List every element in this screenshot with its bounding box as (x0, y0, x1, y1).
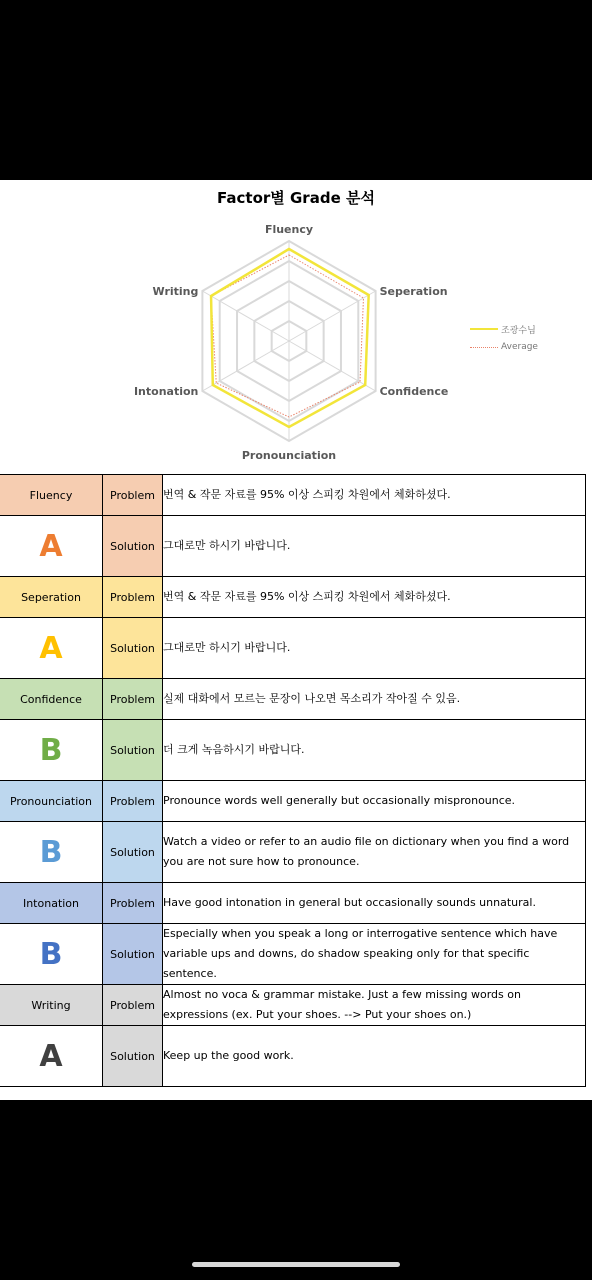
radar-axis-label: Pronounciation (241, 449, 337, 462)
grade-cell (0, 720, 103, 781)
problem-text: 실제 대화에서 모르는 문장이 나오면 목소리가 작아질 수 있음. (163, 679, 586, 720)
solution-label: Solution (103, 720, 163, 781)
problem-text: Almost no voca & grammar mistake. Just a few missing words on expressions (ex. Put your shoes. --> Put your shoes on.) (163, 985, 586, 1026)
radar-axis-label: Seperation (379, 285, 448, 298)
factor-name: Fluency (0, 475, 103, 516)
solution-row (0, 822, 586, 883)
chart-title: Factor별 Grade 분석 (217, 189, 375, 207)
radar-spoke (202, 341, 289, 391)
radar-axis-label: Fluency (264, 223, 314, 236)
problem-label: Problem (103, 883, 163, 924)
problem-label: Problem (103, 985, 163, 1026)
problem-row (0, 985, 586, 1026)
solution-row (0, 720, 586, 781)
solution-label: Solution (103, 618, 163, 679)
chart-legend (470, 320, 538, 356)
factor-name: Writing (0, 985, 103, 1026)
problem-row (0, 475, 586, 516)
problem-text: Have good intonation in general but occasionally sounds unnatural. (163, 883, 586, 924)
grade-table (0, 474, 586, 1087)
problem-row (0, 577, 586, 618)
problem-label: Problem (103, 679, 163, 720)
legend-swatch (470, 328, 498, 330)
solution-text: Watch a video or refer to an audio file on dictionary when you find a word you are not sure how to pronounce. (163, 822, 586, 883)
legend-label: Average (501, 342, 538, 352)
problem-text: 번역 & 작문 자료를 95% 이상 스피킹 차원에서 체화하셨다. (163, 577, 586, 618)
problem-row (0, 781, 586, 822)
home-indicator[interactable] (192, 1262, 400, 1267)
problem-label: Problem (103, 781, 163, 822)
radar-axis-label: Writing (152, 285, 199, 298)
grade-letter: A (39, 630, 63, 666)
problem-row (0, 679, 586, 720)
report-sheet (0, 180, 592, 1100)
factor-name: Confidence (0, 679, 103, 720)
solution-row (0, 618, 586, 679)
solution-row (0, 924, 586, 985)
legend-item (470, 338, 538, 356)
solution-label: Solution (103, 516, 163, 577)
solution-label: Solution (103, 1026, 163, 1087)
solution-text: Keep up the good work. (163, 1026, 586, 1087)
factor-name: Intonation (0, 883, 103, 924)
grade-cell (0, 516, 103, 577)
problem-row (0, 883, 586, 924)
legend-swatch (470, 347, 498, 348)
grade-cell (0, 822, 103, 883)
grade-letter: B (39, 936, 63, 972)
factor-name: Seperation (0, 577, 103, 618)
factor-name: Pronounciation (0, 781, 103, 822)
radar-spoke (202, 291, 289, 341)
grade-letter: B (39, 732, 63, 768)
problem-label: Problem (103, 475, 163, 516)
legend-item (470, 320, 538, 338)
radar-axis-label: Intonation (133, 385, 199, 398)
solution-text: 그대로만 하시기 바랍니다. (163, 618, 586, 679)
grade-cell (0, 924, 103, 985)
radar-spoke (289, 341, 376, 391)
solution-label: Solution (103, 924, 163, 985)
grade-letter: A (39, 528, 63, 564)
grade-cell (0, 618, 103, 679)
problem-text: 번역 & 작문 자료를 95% 이상 스피킹 차원에서 체화하셨다. (163, 475, 586, 516)
grade-cell (0, 1026, 103, 1087)
solution-text: 그대로만 하시기 바랍니다. (163, 516, 586, 577)
problem-text: Pronounce words well generally but occasionally mispronounce. (163, 781, 586, 822)
solution-text: Especially when you speak a long or interrogative sentence which have variable ups and downs, do shadow speaking only for that specific sentence. (163, 924, 586, 985)
solution-label: Solution (103, 822, 163, 883)
solution-row (0, 516, 586, 577)
radar-spoke (289, 291, 376, 341)
legend-label: 조광수님 (501, 325, 536, 336)
grade-letter: B (39, 834, 63, 870)
problem-label: Problem (103, 577, 163, 618)
radar-axis-label: Confidence (379, 385, 449, 398)
grade-letter: A (39, 1038, 63, 1074)
solution-row (0, 1026, 586, 1087)
solution-text: 더 크게 녹음하시기 바랍니다. (163, 720, 586, 781)
